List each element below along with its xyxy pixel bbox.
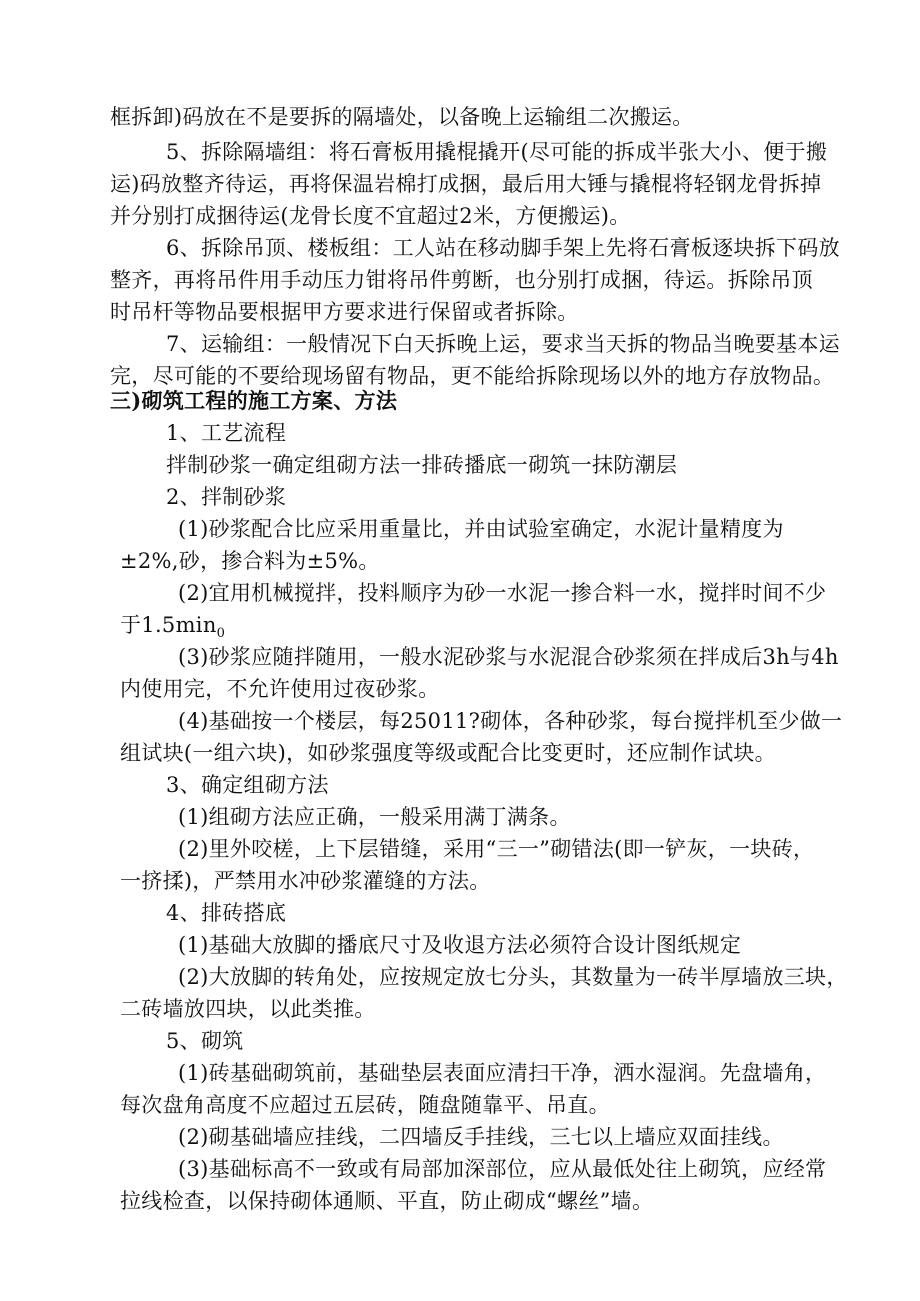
text-line: (1)基础大放脚的播底尺寸及收退方法必须符合设计图纸规定 [178, 933, 742, 957]
text-line: 时吊杆等物品要根据甲方要求进行保留或者拆除。 [110, 300, 579, 324]
subsection-title: 2、拌制砂浆 [166, 485, 287, 509]
text-line: 7、运输组：一般情况下白天拆晚上运，要求当天拆的物品当晚要基本运 [166, 332, 840, 356]
text-line: 运)码放整齐待运，再将保温岩棉打成捆，最后用大锤与撬棍将轻钢龙骨拆掉 [110, 172, 822, 196]
subsection-title: 1、工艺流程 [166, 421, 287, 445]
text-line: (2)宜用机械搅拌，投料顺序为砂一水泥一掺合料一水，搅拌时间不少 [178, 581, 827, 605]
subsection-title: 4、排砖搭底 [166, 901, 287, 925]
text-line: 整齐，再将吊件用手动压力钳将吊件剪断，也分别打成捆，待运。拆除吊顶 [110, 268, 813, 292]
text-line-main: 于1.5min [120, 613, 217, 637]
text-line: 5、拆除隔墙组：将石膏板用撬棍撬开(尽可能的拆成半张大小、便于搬 [166, 140, 828, 164]
process-flow-text: 拌制砂浆一确定组砌方法一排砖播底一砌筑一抹防潮层 [166, 453, 678, 477]
text-line: (4)基础按一个楼层，每25011?砌体，各种砂浆，每台搅拌机至少做一 [178, 709, 843, 733]
text-line: (1)砖基础砌筑前，基础垫层表面应清扫干净，洒水湿润。先盘墙角， [178, 1061, 827, 1085]
text-line: ±2%,砂，掺合料为±5%。 [120, 549, 380, 573]
text-line: 一挤揉)，严禁用水冲砂浆灌缝的方法。 [120, 869, 491, 893]
text-line: 二砖墙放四块，以此类推。 [120, 997, 376, 1021]
text-line: (3)砂浆应随拌随用，一般水泥砂浆与水泥混合砂浆须在拌成后3h与4h [178, 645, 839, 669]
text-line: (2)里外咬槎，上下层错缝，采用“三一”砌错法(即一铲灰，一块砖， [178, 837, 815, 861]
text-line: 完，尽可能的不要给现场留有物品，更不能给拆除现场以外的地方存放物品。 [110, 364, 835, 388]
subsection-title: 5、砌筑 [166, 1029, 244, 1053]
text-line: (2)砌基础墙应挂线，二四墙反手挂线，三七以上墙应双面挂线。 [178, 1125, 784, 1149]
text-line: 并分别打成捆待运(龙骨长度不宜超过2米，方便搬运)。 [110, 204, 631, 228]
text-line: 框拆卸)码放在不是要拆的隔墙处，以备晚上运输组二次搬运。 [110, 105, 694, 129]
text-line: (1)组砌方法应正确，一般采用满丁满条。 [178, 805, 571, 829]
subsection-title: 3、确定组砌方法 [166, 773, 329, 797]
text-line: (2)大放脚的转角处，应按规定放七分头，其数量为一砖半厚墙放三块， [178, 965, 848, 989]
section-heading: 三)砌筑工程的施工方案、方法 [110, 388, 398, 413]
text-line: (3)基础标高不一致或有局部加深部位，应从最低处往上砌筑，应经常 [178, 1157, 827, 1181]
text-line: 组试块(一组六块)，如砂浆强度等级或配合比变更时，还应制作试块。 [120, 741, 776, 765]
text-line: 6、拆除吊顶、楼板组：工人站在移动脚手架上先将石膏板逐块拆下码放 [166, 236, 840, 260]
text-line: (1)砂浆配合比应采用重量比，并由试验室确定，水泥计量精度为 [178, 517, 784, 541]
subscript-zero: 0 [216, 626, 226, 642]
text-line: 拉线检查，以保持砌体通顺、平直，防止砌成“螺丝”墙。 [120, 1189, 654, 1213]
text-line: 每次盘角高度不应超过五层砖，随盘随靠平、吊直。 [120, 1093, 610, 1117]
text-line: 内使用完，不允许使用过夜砂浆。 [120, 677, 440, 701]
